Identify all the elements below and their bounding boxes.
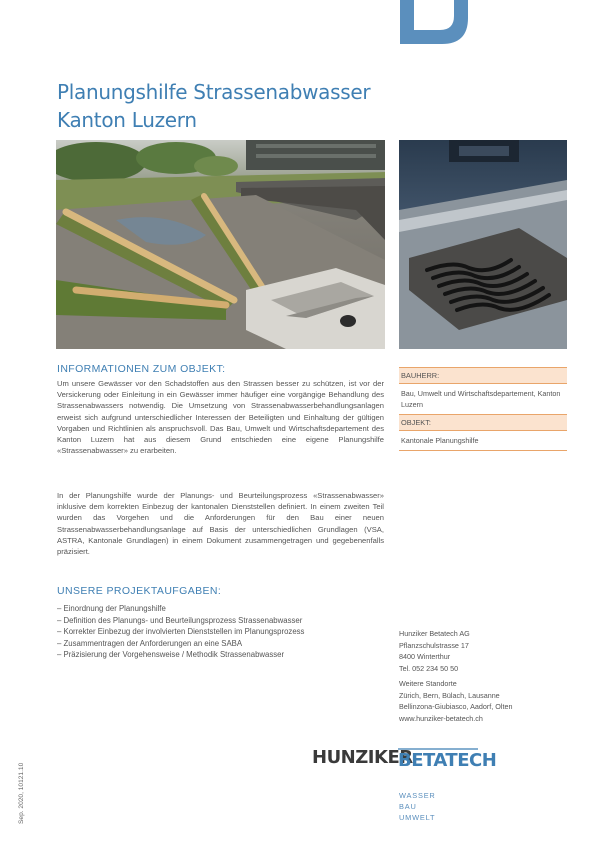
task-item: – Einordnung der Planungshilfe [57,604,166,613]
company-address [399,628,567,674]
document-date-code: Sep. 2020, 10121.10 [18,762,25,824]
info-heading: INFORMATIONEN ZUM OBJEKT: [57,363,226,375]
client-value: Bau, Umwelt und Wirtschaftsdepartement, Kanton Luzern [401,389,561,409]
tagline-wasser: WASSER [399,791,436,800]
locations-line-1: Zürich, Bern, Bülach, Lausanne [399,690,500,700]
other-locations [399,678,567,724]
title-line-1: Planungshilfe Strassenabwasser [57,80,371,104]
locations-heading: Weitere Standorte [399,679,457,688]
storm-drain-grate-photo [399,140,567,349]
company-phone: Tel. 052 234 50 50 [399,663,459,673]
client-label: BAUHERR: [399,367,567,384]
logo-part-hunziker: HUNZIKER [312,747,413,768]
page-title [57,78,397,134]
project-info-box [399,367,567,451]
info-paragraph-1: Um unsere Gewässer vor den Schadstoffen aus den Strassen besser zu schützen, ist vor der Versickerung oder Einleitung in ein Gewässer immer häufiger eine vorgängige Behandlung des Strassenabwassers notwendig. Die Umsetzung von Strassenabwasserbehandlungsanlagen erweist sich aufgrund unterschiedlicher Interessen der Beteiligten und Einhaltung der gültigen Vorgaben und Richtlinien als anspruchsvoll. Das Bau, Umwelt und Wirtschaftsdepartement des Kanton Luzern hat aus diesem Grund entschieden eine eigene Planungshilfe «Strassenabwasser» zu erarbeiten. [57,379,384,456]
website-link[interactable]: www.hunziker-betatech.ch [399,713,483,723]
tagline-bau: BAU [399,802,417,811]
road-drainage-basin-photo [56,140,385,349]
tagline-umwelt: UMWELT [399,813,436,822]
logo-part-betatech: BETATECH [398,750,497,770]
locations-line-2: Bellinzona-Giubiasco, Aadorf, Olten [399,702,513,712]
brand-mark-icon [400,0,468,44]
info-paragraph-2: In der Planungshilfe wurde der Planungs- und Beurteilungsprozess «Strassenabwasser» inklusive dem korrekten Einbezug der kantonalen Dienststellen definiert. In einem zweiten Teil wurden das Vorgehen und die Anforderungen für den Bau einer neuen Strassenabwasserbehandlungsanlage auf Basis der unterschiedlichen Grundlagen (VSA, ASTRA, Kantonale Grundlagen) in einem Dokument zusammengetragen und gegebenenfalls präzisiert. [57,491,384,557]
task-list [57,603,304,661]
task-item: – Präzisierung der Vorgehensweise / Methodik Strassenabwasser [57,650,285,660]
brand-tagline [399,790,436,823]
task-item: – Definition des Planungs- und Beurteilungsprozess Strassenabwasser [57,615,303,625]
title-line-2: Kanton Luzern [57,108,197,132]
task-item: – Korrekter Einbezug der involvierten Dienststellen im Planungsprozess [57,627,305,637]
company-logo [312,744,512,770]
company-name: Hunziker Betatech AG [399,629,470,638]
tasks-heading: UNSERE PROJEKTAUFGABEN: [57,585,222,597]
object-label: OBJEKT: [399,414,567,431]
object-value: Kantonale Planungshilfe [399,431,567,451]
task-item: – Zusammentragen der Anforderungen an eine SABA [57,638,243,648]
company-street: Pflanzschulstrasse 17 [399,640,469,650]
company-city: 8400 Winterthur [399,652,451,662]
